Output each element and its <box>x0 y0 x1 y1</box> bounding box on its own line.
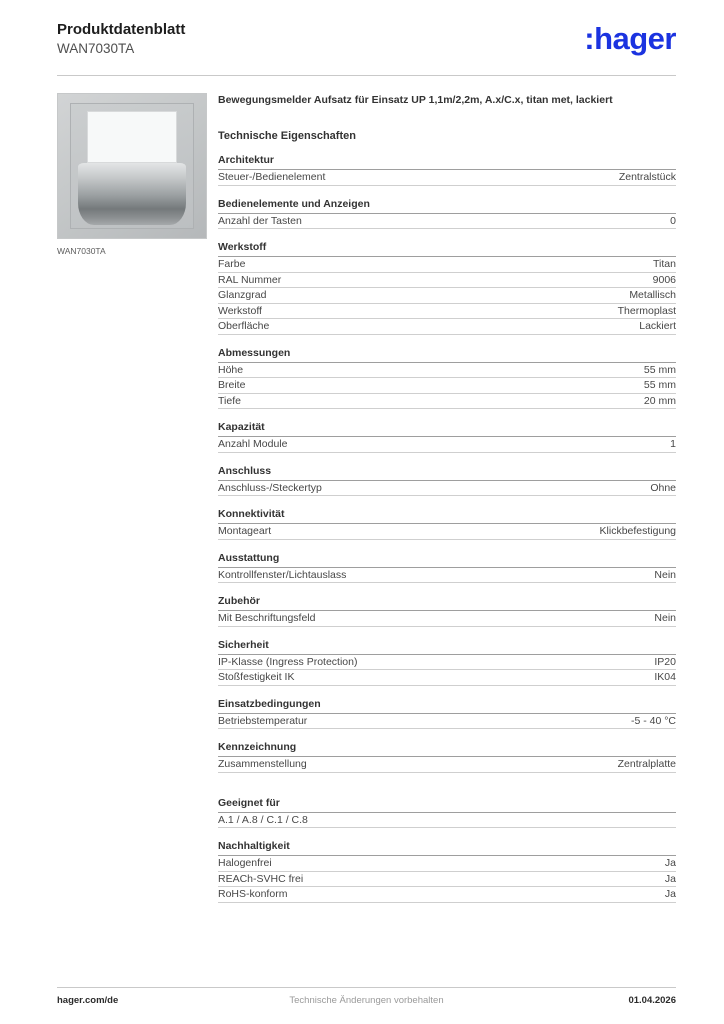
product-code: WAN7030TA <box>57 41 135 56</box>
spec-section <box>218 345 676 410</box>
section-heading: Architektur <box>218 152 676 170</box>
spec-label: Werkstoff <box>218 304 262 317</box>
section-heading: Anschluss <box>218 463 676 481</box>
spec-label: REACh-SVHC frei <box>218 872 304 885</box>
spec-label: Mit Beschriftungsfeld <box>218 612 316 624</box>
spec-label: Anschluss-/Steckertyp <box>218 481 322 494</box>
spec-row <box>218 319 676 335</box>
section-heading: Kapazität <box>218 419 676 437</box>
spec-section <box>218 795 676 829</box>
spec-value: Zentralplatte <box>617 758 676 770</box>
spec-section <box>218 550 676 584</box>
footer-website-link[interactable]: hager.com/de <box>57 995 119 1006</box>
spec-value: Nein <box>654 568 676 581</box>
spec-label: Betriebstemperatur <box>218 714 308 727</box>
spec-row <box>218 714 676 730</box>
spec-column <box>218 93 676 903</box>
spec-row <box>218 394 676 410</box>
spec-row <box>218 257 676 273</box>
spec-value: 0 <box>670 214 676 227</box>
footer-date: 01.04.2026 <box>628 995 676 1006</box>
image-caption: WAN7030TA <box>57 246 106 256</box>
spec-label: Halogenfrei <box>218 857 272 869</box>
spec-sections <box>218 152 676 903</box>
spec-value: IP20 <box>654 655 676 668</box>
spec-row <box>218 813 676 829</box>
spec-value: Zentralstück <box>618 171 676 183</box>
spec-label: A.1 / A.8 / C.1 / C.8 <box>218 813 308 826</box>
device-frame <box>70 103 194 229</box>
spec-label: Montageart <box>218 525 272 537</box>
spec-value: 20 mm <box>643 394 676 407</box>
tech-properties-title: Technische Eigenschaften <box>218 130 356 142</box>
section-heading: Werkstoff <box>218 239 676 257</box>
footer-divider <box>57 987 676 988</box>
spec-section <box>218 696 676 730</box>
spec-row <box>218 670 676 686</box>
header <box>57 20 676 58</box>
device-sensor-head <box>78 163 186 225</box>
spec-label: Anzahl Module <box>218 438 288 450</box>
section-heading: Ausstattung <box>218 550 676 568</box>
spec-row <box>218 887 676 903</box>
spec-section <box>218 637 676 686</box>
spec-value: Ja <box>664 888 676 900</box>
spec-label: Tiefe <box>218 394 241 407</box>
footer <box>57 987 676 1006</box>
spec-label: Anzahl der Tasten <box>218 214 302 227</box>
spec-label: Höhe <box>218 363 244 376</box>
spec-section <box>218 838 676 903</box>
section-heading: Einsatzbedingungen <box>218 696 676 714</box>
spec-section <box>218 196 676 230</box>
spec-value: Metallisch <box>629 289 676 301</box>
spec-row <box>218 288 676 304</box>
spec-row <box>218 856 676 872</box>
spec-value: Thermoplast <box>617 304 676 317</box>
spec-label: Stoßfestigkeit IK <box>218 671 295 683</box>
spec-label: Zusammenstellung <box>218 758 307 770</box>
section-heading: Abmessungen <box>218 345 676 363</box>
device-window <box>87 111 177 163</box>
spec-value: Nein <box>654 612 676 624</box>
spec-section <box>218 419 676 453</box>
spec-label: Breite <box>218 379 246 391</box>
main-content <box>57 93 676 903</box>
hager-logo: :hager <box>584 21 676 56</box>
spec-label: RoHS-konform <box>218 888 288 900</box>
spec-row <box>218 363 676 379</box>
section-heading: Sicherheit <box>218 637 676 655</box>
spec-section <box>218 239 676 335</box>
spec-value: Titan <box>653 258 676 270</box>
spec-value: IK04 <box>654 671 676 683</box>
header-titles <box>57 20 185 58</box>
spec-label: Glanzgrad <box>218 289 267 301</box>
spec-value: Ja <box>664 857 676 869</box>
section-heading: Zubehör <box>218 593 676 611</box>
section-heading: Konnektivität <box>218 506 676 524</box>
spec-row <box>218 481 676 497</box>
spec-value: -5 - 40 °C <box>630 714 676 727</box>
spec-section <box>218 463 676 497</box>
spec-row <box>218 304 676 320</box>
spec-section <box>218 506 676 540</box>
section-heading: Bedienelemente und Anzeigen <box>218 196 676 214</box>
section-heading: Kennzeichnung <box>218 739 676 757</box>
spec-row <box>218 437 676 453</box>
spec-row <box>218 872 676 888</box>
spec-section <box>218 152 676 186</box>
document-title: Produktdatenblatt <box>57 21 186 38</box>
spec-row <box>218 568 676 584</box>
section-heading: Geeignet für <box>218 795 676 813</box>
image-column <box>57 93 207 903</box>
product-image <box>57 93 207 239</box>
spec-row <box>218 757 676 773</box>
spec-row <box>218 524 676 540</box>
spec-label: Kontrollfenster/Lichtauslass <box>218 568 347 581</box>
spec-value: 9006 <box>652 273 676 286</box>
spec-label: Farbe <box>218 258 246 270</box>
footer-row <box>57 995 676 1006</box>
spec-value: Ja <box>664 872 676 885</box>
spec-value: 1 <box>670 438 676 450</box>
spec-label: RAL Nummer <box>218 273 282 286</box>
spec-row <box>218 611 676 627</box>
spec-row <box>218 273 676 289</box>
spec-value: Ohne <box>650 481 676 494</box>
header-divider <box>57 75 676 76</box>
spec-row <box>218 170 676 186</box>
spec-value: 55 mm <box>643 363 676 376</box>
spec-row <box>218 655 676 671</box>
spec-label: IP-Klasse (Ingress Protection) <box>218 655 358 668</box>
footer-disclaimer: Technische Änderungen vorbehalten <box>289 995 444 1006</box>
spec-section <box>218 739 676 773</box>
spec-label: Oberfläche <box>218 320 270 332</box>
spec-row <box>218 214 676 230</box>
spec-value: Klickbefestigung <box>599 525 676 537</box>
spec-label: Steuer-/Bedienelement <box>218 171 326 183</box>
spec-row <box>218 378 676 394</box>
spec-value: 55 mm <box>643 379 676 391</box>
section-heading: Nachhaltigkeit <box>218 838 676 856</box>
spec-value: Lackiert <box>639 320 676 332</box>
spec-section <box>218 593 676 627</box>
product-description: Bewegungsmelder Aufsatz für Einsatz UP 1,1m/2,2m, A.x/C.x, titan met, lackiert <box>218 94 613 106</box>
